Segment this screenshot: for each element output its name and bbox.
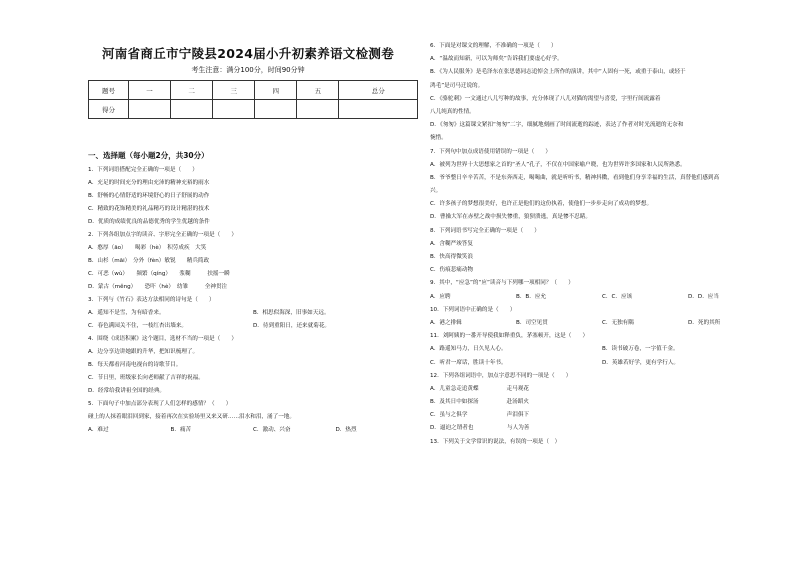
score-cell: 四	[255, 81, 297, 100]
option: B．相思似海深，旧事如天远。	[253, 310, 330, 316]
option-line: A．憨厚（āo） 喝彩（hè） 积劳成疾 大笑	[88, 245, 207, 251]
score-cell: 三	[213, 81, 255, 100]
option-line: 兴。	[430, 188, 442, 195]
option: A．应聘	[430, 293, 451, 300]
option: C．C．应该	[602, 293, 633, 300]
question-line: 5．下面句子中加点部分表现了人们怎样的感情？（ ）	[88, 401, 232, 407]
option-line: B．舒畅的心情舒适的环境舒心的日子舒展的动作	[88, 193, 210, 199]
option-line: C．许多孩子的梦想很美好，也许正是他们的这份执着，使他们一步步走向了成功的梦想。	[430, 201, 653, 208]
option-line: A．充足的时间充分的理由充沛的精神充裕的雨水	[88, 180, 210, 186]
option: C．无独有隅	[602, 319, 634, 326]
option: C．春色满园关不住，一枝红杏出墙来。	[88, 323, 188, 329]
option: D．热烈	[335, 427, 357, 433]
score-table-score-row	[89, 100, 418, 119]
option-pair	[88, 307, 418, 320]
option-line: C．可恶（wù） 频繁（qíng） 浆糊 扶摇一瞬	[88, 271, 230, 277]
option: C．听君一席话，胜读十年书。	[430, 359, 507, 366]
option-line: C．《骆驼刺》一文通过八儿写种的故事，充分体现了八儿对猫的渴望与喜爱，字里行间流露着	[430, 95, 661, 102]
option-line: 八儿纯真的性情。	[430, 108, 475, 115]
score-table	[88, 80, 418, 119]
question-line: 6．下面是对课文的理解，不准确的一项是（ ）	[430, 43, 557, 49]
question-line: 9．其中，“应急”的“应”读音与下列哪一项相同？（ ）	[430, 280, 574, 287]
option: B．B．应允	[516, 293, 547, 300]
exam-notice: 考生注意：满分100分，时间90分钟	[191, 66, 305, 74]
score-cell: 二	[171, 81, 213, 100]
score-cell[interactable]	[297, 100, 339, 119]
score-table-header-row	[89, 81, 418, 100]
score-cell[interactable]	[129, 100, 171, 119]
option-line: C．虽与之俱学 声泪俱下	[430, 412, 530, 419]
passage-line: 碰上的人抹着眼泪回到家，接着再次在实验场里又来又研……泪水和泪，涌了一地。	[88, 414, 295, 420]
option-line: D．逼迫之谓者也 与人为善	[430, 425, 530, 432]
score-cell: 五	[297, 81, 339, 100]
score-cell: 题号	[89, 81, 129, 100]
score-cell: 总分	[339, 81, 418, 100]
option-line: B．每天都看河南电视台的诗歌节目。	[88, 362, 182, 368]
right-column-questions	[430, 40, 782, 449]
option-line: A．“温故而知新，可以为师矣”告诉我们要虚心好学。	[430, 56, 563, 63]
score-cell: 一	[129, 81, 171, 100]
option: B．痛苦	[170, 427, 192, 433]
option-row	[430, 291, 782, 304]
option-line: B．快高得微笑浪	[430, 254, 473, 260]
option-line: B．及其日中如探汤 赴汤蹈火	[430, 399, 529, 406]
question-line: 11．刘阿姨的一番开导使我如释重负，茅塞顿开，这是（ ）	[430, 333, 589, 340]
option-line: D．蒙古（měng） 恐吓（hè） 幼雏 全神贯注	[88, 284, 228, 290]
option-pair	[430, 357, 782, 370]
option: A．遥知不是雪，为有暗香来。	[88, 310, 165, 316]
question-line: 8．下列词语书写完全正确的一项是（ ）	[430, 227, 540, 234]
option-line: D．曹操大军在赤壁之战中损失惨重，狼狈溃逃，真是惨不忍睹。	[430, 214, 591, 221]
option: D．待到重阳日，还来就菊花。	[253, 323, 331, 329]
score-cell[interactable]	[171, 100, 213, 119]
question-line: 10．下列词语中正确的是（ ）	[430, 306, 516, 313]
option: B．司空见贯	[516, 319, 548, 326]
option-line: 惋惜。	[430, 135, 447, 142]
question-line: 3．下列与《竹石》表达方法相同的诗句是（ ）	[88, 297, 215, 303]
option-pair	[88, 320, 418, 333]
option-line: A．被列为世界十大思想家之首的“圣人”孔子，不仅在中国家喻户晓，也为世界许多国家和人民所熟悉。	[430, 161, 686, 168]
question-line: 4．围绕《成语积累》这个题目，选材不当的一项是（ ）	[88, 336, 237, 342]
option-row	[88, 424, 418, 437]
exam-title: 河南省商丘市宁陵县2024届小升初素养语文检测卷	[102, 46, 394, 61]
question-line: 12．下列各组词语中，加点字意思不同的一项是（ ）	[430, 372, 572, 379]
option-line: B．爷爷整日辛辛苦苦，不是东奔西走，喝喝曲，就是听听书，精神抖擞，看到他们身享幸福的生活，真替他们感到高	[430, 174, 720, 181]
score-cell: 得分	[89, 100, 129, 119]
option: A．难过	[88, 427, 109, 433]
option-row	[430, 317, 782, 330]
question-line: 13．下列关于文学常识的说法，有误的一项是（ ）	[430, 438, 561, 445]
option-line: B．山杉（māi） 分外（fèn）敏锐 精兵简政	[88, 258, 210, 264]
score-cell[interactable]	[339, 100, 418, 119]
question-line: 7．下列句中加点成语使用错误的一项是（ ）	[430, 148, 552, 155]
option-line: D．优质的成绩优良的品德优秀的学生优越的条件	[88, 219, 210, 225]
option-line: B．《为人民服务》是毛泽东在张思德同志追悼会上所作的演讲，其中“人固有一死，或重于泰山，或轻于	[430, 69, 686, 76]
option-line: D．经常给我讲祖全国的经典。	[88, 388, 166, 394]
option-pair	[430, 343, 782, 356]
option: C．激动、兴奋	[253, 427, 291, 433]
left-column-questions	[88, 164, 418, 437]
option: A．路遥知马力，日久见人心。	[430, 346, 507, 353]
option-line: D．《匆匆》这篇课文紧扣“匆匆”二字，细腻地刻画了时间流逝的踪迹，表达了作者对时光流逝的无奈和	[430, 122, 684, 129]
score-cell[interactable]	[255, 100, 297, 119]
option: D．D．应当	[688, 293, 719, 300]
score-cell[interactable]	[213, 100, 255, 119]
question-line: 1．下列词语搭配完全正确的一项是（ ）	[88, 167, 198, 173]
option: D．英雄若好学，更有学行人。	[602, 359, 680, 366]
option-line: A．含糊严竣答复	[430, 240, 473, 247]
option-line: A．边分享边讲她跟的升华，把知识梳理了。	[88, 349, 199, 355]
option: D．死的其所	[688, 319, 721, 326]
option: A．港之排辑	[430, 319, 462, 326]
option-line: 鸿毛”是司马迁说的。	[430, 82, 484, 89]
question-line: 2．下列各组加点字的读音、字形完全正确的一项是（ ）	[88, 232, 237, 238]
option-line: C．伤痕悲痛动物	[430, 267, 474, 274]
option-line: C．精致的花饰精美的礼品精巧的设计精湛的技术	[88, 206, 210, 212]
option-line: A．儿童急走追黄蝶 走马观花	[430, 385, 529, 392]
option: B．读书破万卷，一字值千金。	[602, 346, 679, 353]
section-heading: 一、选择题（每小题2分，共30分）	[88, 151, 209, 160]
option-line: C．节日里，班级家长向老师献了吉祥的祝福。	[88, 375, 204, 381]
